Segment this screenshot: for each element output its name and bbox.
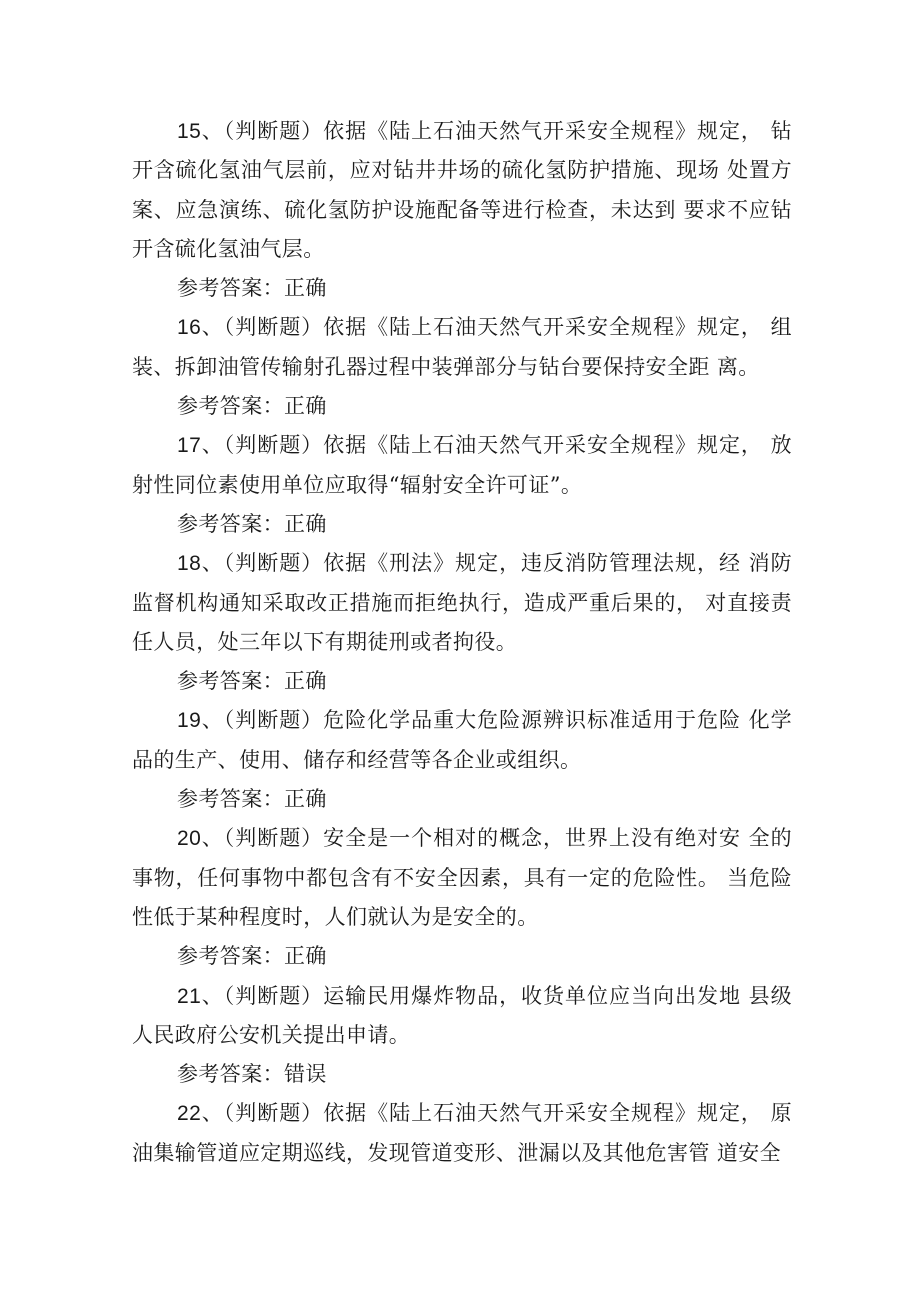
question-number: 16、: [177, 316, 224, 340]
question-text: （判断题）安全是一个相对的概念，世界上没有绝对安 全的事物，任何事物中都包含有不安全因素，具有一定的危险性。 当危险性低于某种程度时，人们就认为是安全的。: [132, 826, 792, 929]
answer-21: 参考答案：错误: [177, 1062, 327, 1087]
answer-15: 参考答案：正确: [177, 276, 327, 301]
question-number: 15、: [177, 120, 224, 143]
question-text: （判断题）依据《刑法》规定，违反消防管理法规，经 消防监督机构通知采取改正措施而拒绝执行，造成严重后果的， 对直接责任人员，处三年以下有期徒刑或者拘役。: [132, 551, 792, 654]
question-20: [132, 819, 792, 937]
question-text: （判断题）依据《陆上石油天然气开采安全规程》规定， 放射性同位素使用单位应取得“辐射安全许可证”。: [132, 433, 792, 497]
question-17: [132, 426, 792, 505]
question-number: 19、: [177, 709, 224, 733]
question-number: 18、: [177, 552, 224, 576]
answer-16: 参考答案：正确: [177, 394, 327, 419]
question-21: [132, 977, 792, 1056]
question-16: [132, 308, 792, 387]
question-text: （判断题）运输民用爆炸物品，收货单位应当向出发地 县级人民政府公安机关提出申请。: [132, 983, 792, 1047]
question-text: （判断题）依据《陆上石油天然气开采安全规程》规定， 组装、拆卸油管传输射孔器过程中装弹部分与钻台要保持安全距 离。: [132, 315, 792, 379]
question-text: （判断题）危险化学品重大危险源辨识标准适用于危险 化学品的生产、使用、储存和经营等各企业或组织。: [132, 708, 792, 772]
question-text: （判断题）依据《陆上石油天然气开采安全规程》规定， 原油集输管道应定期巡线，发现管道变形、泄漏以及其他危害管 道安全: [132, 1101, 792, 1165]
answer-19: 参考答案：正确: [177, 787, 327, 812]
question-number: 20、: [177, 827, 224, 851]
answer-17: 参考答案：正确: [177, 511, 327, 536]
question-number: 17、: [177, 434, 224, 458]
question-number: 21、: [177, 984, 224, 1008]
question-22: [132, 1094, 792, 1173]
question-number: 22、: [177, 1102, 224, 1126]
question-text: （判断题）依据《陆上石油天然气开采安全规程》规定， 钻开含硫化氢油气层前，应对钻井井场的硫化氢防护措施、现场 处置方案、应急演练、硫化氢防护设施配备等进行检查，未达到 要求不应钻开含硫化氢油气层。: [132, 119, 792, 261]
question-19: [132, 701, 792, 780]
question-15: [132, 112, 792, 269]
answer-18: 参考答案：正确: [177, 669, 327, 694]
question-18: [132, 544, 792, 662]
answer-20: 参考答案：正确: [177, 944, 327, 969]
question-list: [132, 112, 792, 1173]
